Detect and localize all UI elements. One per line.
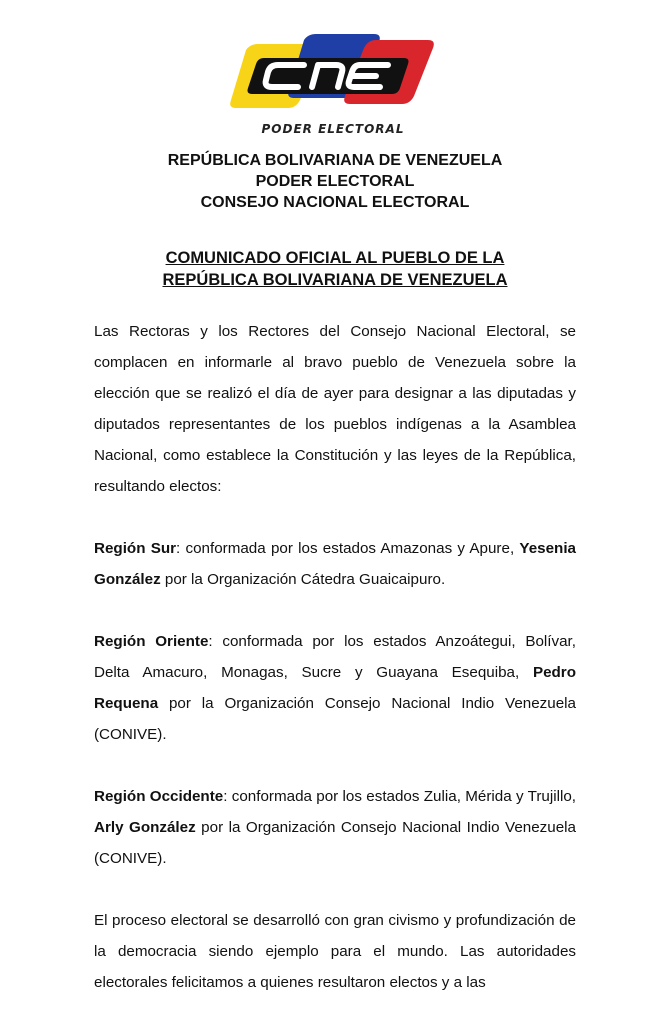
closing-paragraph: El proceso electoral se desarrolló con gran civismo y profundización de la democracia siendo ejemplo para el mundo. Las autoridades electorales felicitamos a quienes resultaron electos y a las: [94, 912, 576, 991]
intro-paragraph: Las Rectoras y los Rectores del Consejo Nacional Electoral, se complacen en informarle al bravo pueblo de Venezuela sobre la elección que se realizó el día de ayer para designar a las diputadas y diputados representantes de los pueblos indígenas a la Asamblea Nacional, como establece la Constitución y las leyes de la República, resultando electos:: [94, 323, 576, 495]
logo-caption: PODER ELECTORAL: [261, 122, 405, 136]
region-description: : conformada por los estados Anzoátegui, Bolívar, Delta Amacuro, Monagas, Sucre y Guayana Esequiba,: [94, 633, 576, 681]
region-name: Región Oriente: [94, 633, 209, 650]
region-paragraph-oriente: [94, 626, 576, 750]
organization-text: por la Organización Cátedra Guaicaipuro.: [160, 571, 446, 588]
title-line-2: REPÚBLICA BOLIVARIANA DE VENEZUELA: [162, 271, 508, 289]
elected-name: Pedro Requena: [94, 664, 576, 712]
cne-logo-graphic: [228, 30, 438, 120]
region-name: Región Occidente: [94, 788, 224, 805]
region-paragraph-sur: [94, 533, 576, 595]
region-description: : conformada por los estados Amazonas y Apure,: [176, 540, 520, 557]
region-description: : conformada por los estados Zulia, Mérida y Trujillo,: [223, 788, 576, 805]
region-name: Región Sur: [94, 540, 177, 557]
elected-name: Yesenia González: [94, 540, 576, 588]
cne-logo: [228, 30, 438, 140]
header-line-council: CONSEJO NACIONAL ELECTORAL: [200, 194, 470, 211]
organization-text: por la Organización Consejo Nacional Indio Venezuela (CONIVE).: [94, 819, 576, 867]
region-paragraph-occidente: [94, 781, 576, 874]
header-line-republic: REPÚBLICA BOLIVARIANA DE VENEZUELA: [167, 152, 503, 169]
document-header: [0, 150, 670, 213]
title-line-1: COMUNICADO OFICIAL AL PUEBLO DE LA: [165, 249, 505, 267]
communique-title: [0, 247, 670, 291]
document-body: [94, 316, 576, 1029]
header-line-power: PODER ELECTORAL: [255, 173, 415, 190]
organization-text: por la Organización Consejo Nacional Indio Venezuela (CONIVE).: [94, 695, 576, 743]
elected-name: Arly González: [94, 819, 196, 836]
